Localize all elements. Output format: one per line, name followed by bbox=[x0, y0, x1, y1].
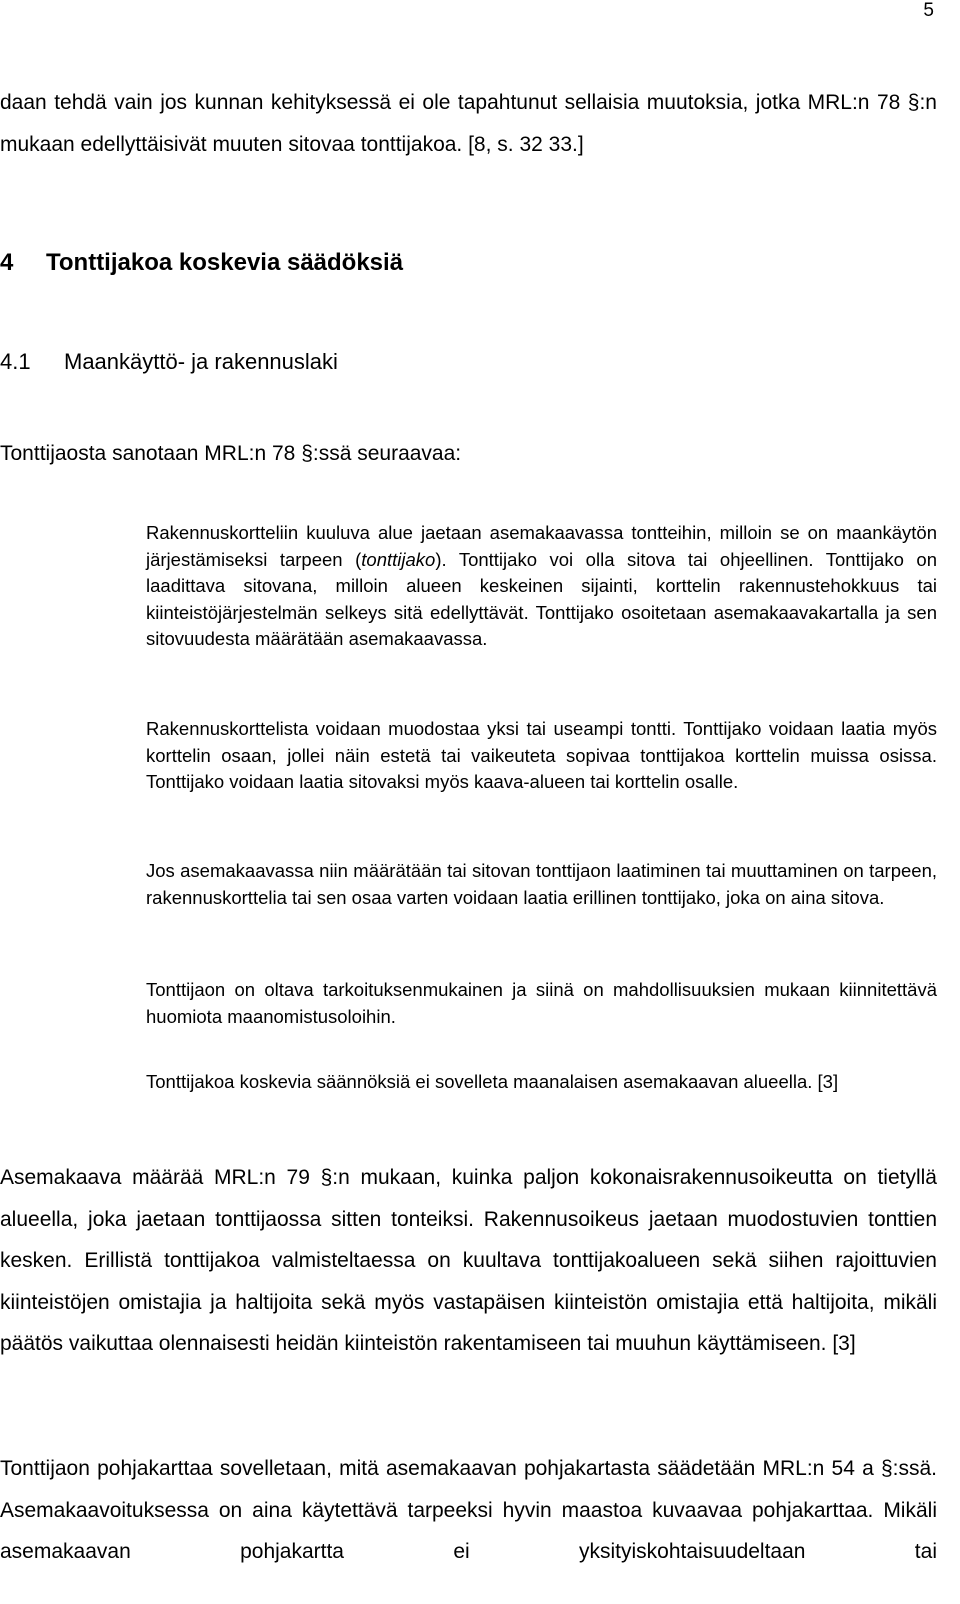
quote-paragraph-2: Rakennuskorttelista voidaan muodostaa yksi tai useampi tontti. Tonttijako voidaan laatia myös korttelin osaan, jollei näin estetä tai vaikeuteta sopivaa tonttijakoa korttelin muissa osissa. Tonttijako voidaan laatia sitovaksi myös kaava-alueen tai korttelin osalle. bbox=[146, 718, 937, 792]
section-number: 4 bbox=[0, 249, 14, 276]
quote-p1-text-b: ). Tonttijako voi olla sitova tai ohjeellinen. Tonttijako on laadittava sitovana, milloin alueen keskeinen sijainti, korttelin rakennustehokkuus tai kiinteistöjärjestelmän selkeys sitä edellyttävät. Tonttijako osoitetaan asemakaavakartalla ja sen sitovuudesta määrätään asemakaavassa. bbox=[146, 548, 937, 649]
quote-paragraph-4: Tonttijaon on oltava tarkoituksenmukainen ja siinä on mahdollisuuksien mukaan kiinnitettävä huomiota maanomistusoloihin. bbox=[146, 979, 937, 1027]
section-title: Tonttijakoa koskevia säädöksiä bbox=[46, 249, 404, 276]
continuation-paragraph: daan tehdä vain jos kunnan kehityksessä ei ole tapahtunut sellaisia muutoksia, jotka MRL:n 78 §:n mukaan edellyttäisivät muuten sitovaa tonttijakoa. [8, s. 32 33.] bbox=[0, 91, 937, 156]
subsection-heading bbox=[0, 347, 338, 377]
subsection-title: Maankäyttö- ja rakennuslaki bbox=[64, 349, 338, 374]
section-heading bbox=[0, 248, 403, 278]
quote-p1-term: tonttijako bbox=[361, 548, 436, 570]
body-paragraph-2: Tonttijaon pohjakarttaa sovelletaan, mitä asemakaavan pohjakartasta säädetään MRL:n 54 a §:ssä. Asemakaavoituksessa on aina käytettävä tarpeeksi hyvin maastoa kuvaavaa pohjakarttaa. Mikäli asemakaavan pohjakartta ei yksityiskohtaisuudeltaan tai bbox=[0, 1457, 937, 1563]
intro-sentence: Tonttijaosta sanotaan MRL:n 78 §:ssä seuraavaa: bbox=[0, 442, 462, 465]
subsection-number: 4.1 bbox=[0, 349, 31, 374]
body-paragraph-1: Asemakaava määrää MRL:n 79 §:n mukaan, kuinka paljon kokonaisrakennusoikeutta on tietyllä alueella, joka jaetaan tonttijaossa sitten tonteiksi. Rakennusoikeus jaetaan muodostuvien tonttien kesken. Erillistä tonttijakoa valmisteltaessa on kuultava tonttijakoalueen sekä siihen rajoittuvien kiinteistöjen omistajia ja haltijoita sekä myös vastapäisen kiinteistön omistajia että haltijoita, mikäli päätös vaikuttaa olennaisesti heidän kiinteistön rakentamiseen tai muuhun käyttämiseen. [3] bbox=[0, 1166, 937, 1355]
quote-paragraph-5: Tonttijakoa koskevia säännöksiä ei sovelleta maanalaisen asemakaavan alueella. [3] bbox=[146, 1071, 839, 1092]
quote-paragraph-1 bbox=[146, 520, 937, 653]
quote-p1-text-a: Rakennuskortteliin kuuluva alue jaetaan asemakaavassa tontteihin, milloin se on maankäytön järjestämiseksi tarpeen ( bbox=[146, 522, 937, 570]
quote-paragraph-3: Jos asemakaavassa niin määrätään tai sitovan tonttijaon laatiminen tai muuttaminen on tarpeen, rakennuskorttelia tai sen osaa varten voidaan laatia erillinen tonttijako, joka on aina sitova. bbox=[146, 860, 937, 908]
page-number: 5 bbox=[923, 0, 934, 21]
